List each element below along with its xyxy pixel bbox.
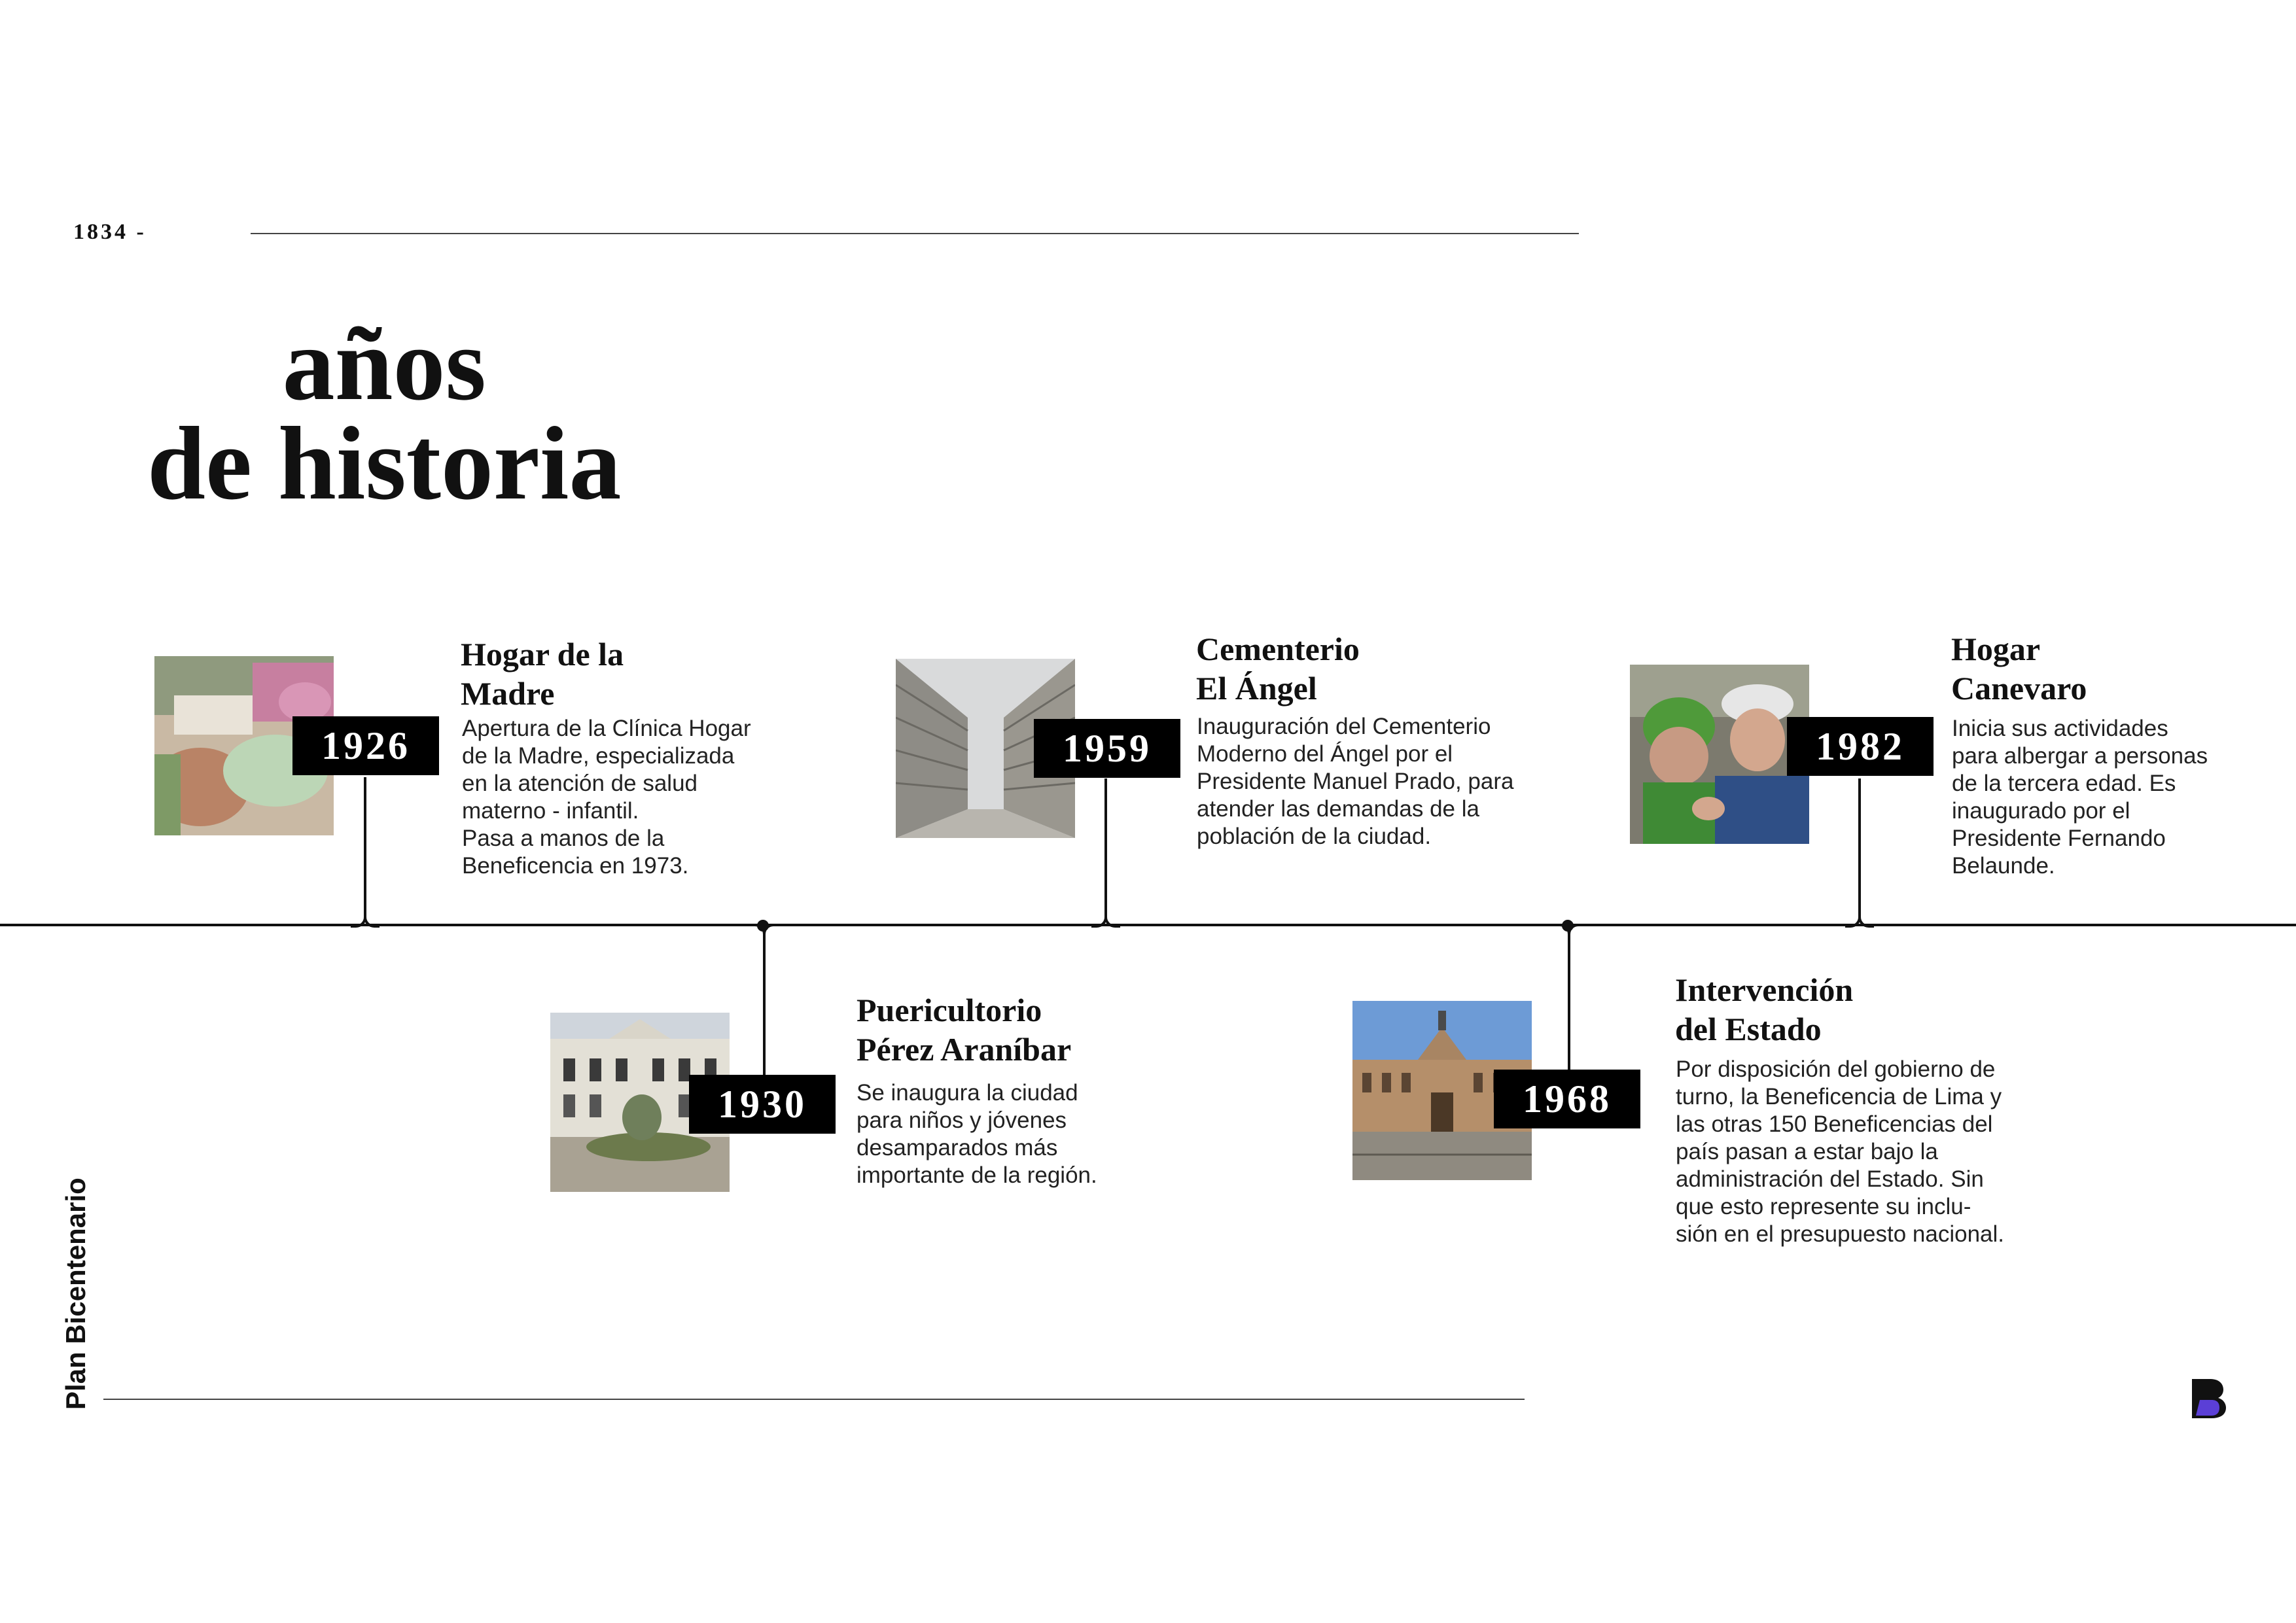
event-title-line: del Estado	[1675, 1011, 1822, 1047]
event-title-line: Hogar de la	[461, 636, 624, 672]
event-description-line: turno, la Beneficencia de Lima y	[1676, 1084, 2002, 1109]
timeline-axis	[0, 924, 2296, 926]
connector-1982	[1858, 778, 1874, 928]
year-badge-1959: 1959	[1034, 719, 1180, 778]
connector-1930	[763, 924, 779, 1077]
event-title-line: Madre	[461, 675, 555, 712]
connector-1959	[1104, 778, 1120, 928]
page-title-line-1: años	[282, 305, 486, 422]
event-description-line: país pasan a estar bajo la	[1676, 1139, 1938, 1164]
event-description-line: para niños y jóvenes	[857, 1108, 1067, 1133]
event-title-line: Cementerio	[1196, 631, 1360, 667]
event-description-line: Moderno del Ángel por el	[1197, 741, 1453, 767]
year-badge-1968: 1968	[1494, 1070, 1640, 1128]
event-title-line: Puericultorio	[857, 992, 1042, 1028]
event-description-line: que esto represente su inclu-	[1676, 1194, 1971, 1219]
event-description-line: Apertura de la Clínica Hogar	[462, 716, 751, 741]
event-title-1968	[1675, 970, 2068, 1049]
event-description-1930	[857, 1079, 1223, 1189]
elderly-couple-photo	[1630, 665, 1809, 844]
timeline-node-1968	[1562, 920, 1574, 932]
event-description-line: Beneficencia en 1973.	[462, 853, 689, 879]
year-range-label: 1834 -	[73, 220, 147, 244]
event-description-line: Pasa a manos de la	[462, 826, 665, 851]
event-description-line: Inauguración del Cementerio	[1197, 714, 1491, 739]
event-description-1982	[1952, 715, 2279, 880]
brand-logo	[2191, 1378, 2227, 1420]
event-description-1926	[462, 715, 828, 880]
event-description-line: las otras 150 Beneficencias del	[1676, 1111, 1993, 1137]
footer-divider	[103, 1399, 1525, 1400]
page-title	[147, 305, 622, 521]
event-title-line: Canevaro	[1951, 670, 2087, 707]
event-description-line: en la atención de salud	[462, 771, 698, 796]
event-title-line: Pérez Araníbar	[857, 1031, 1072, 1068]
year-badge-1982: 1982	[1787, 717, 1934, 776]
event-title-1930	[857, 990, 1249, 1069]
side-label-plan-bicentenario: Plan Bicentenario	[60, 1178, 91, 1410]
event-description-line: Por disposición del gobierno de	[1676, 1056, 1996, 1082]
event-description-line: Presidente Manuel Prado, para	[1197, 769, 1514, 794]
header-divider	[251, 233, 1579, 234]
page-title-line-2: de historia	[147, 405, 622, 521]
connector-1926	[364, 777, 380, 928]
event-title-1926	[461, 635, 853, 713]
event-description-line: administración del Estado. Sin	[1676, 1166, 1984, 1192]
event-description-line: Belaunde.	[1952, 853, 2055, 879]
event-description-1968	[1676, 1056, 2042, 1248]
timeline-node-1930	[757, 920, 769, 932]
year-badge-1926: 1926	[292, 716, 439, 775]
event-description-line: desamparados más	[857, 1135, 1058, 1161]
event-description-line: inaugurado por el	[1952, 798, 2130, 824]
event-description-line: Se inaugura la ciudad	[857, 1080, 1078, 1106]
event-title-1959	[1196, 629, 1589, 708]
event-description-line: importante de la región.	[857, 1162, 1097, 1188]
event-description-line: de la tercera edad. Es	[1952, 771, 2176, 796]
event-description-line: para albergar a personas	[1952, 743, 2208, 769]
event-description-line: Presidente Fernando	[1952, 826, 2166, 851]
event-description-line: población de la ciudad.	[1197, 824, 1432, 849]
event-title-line: Intervención	[1675, 971, 1854, 1008]
year-badge-1930: 1930	[689, 1075, 836, 1134]
connector-1968	[1568, 924, 1583, 1078]
event-description-line: atender las demandas de la	[1197, 796, 1479, 822]
event-title-line: El Ángel	[1196, 670, 1317, 707]
event-description-line: sión en el presupuesto nacional.	[1676, 1221, 2005, 1247]
event-description-line: de la Madre, especializada	[462, 743, 735, 769]
event-description-line: Inicia sus actividades	[1952, 716, 2168, 741]
event-title-1982	[1951, 629, 2296, 708]
event-description-line: materno - infantil.	[462, 798, 639, 824]
event-title-line: Hogar	[1951, 631, 2041, 667]
event-description-1959	[1197, 713, 1563, 850]
